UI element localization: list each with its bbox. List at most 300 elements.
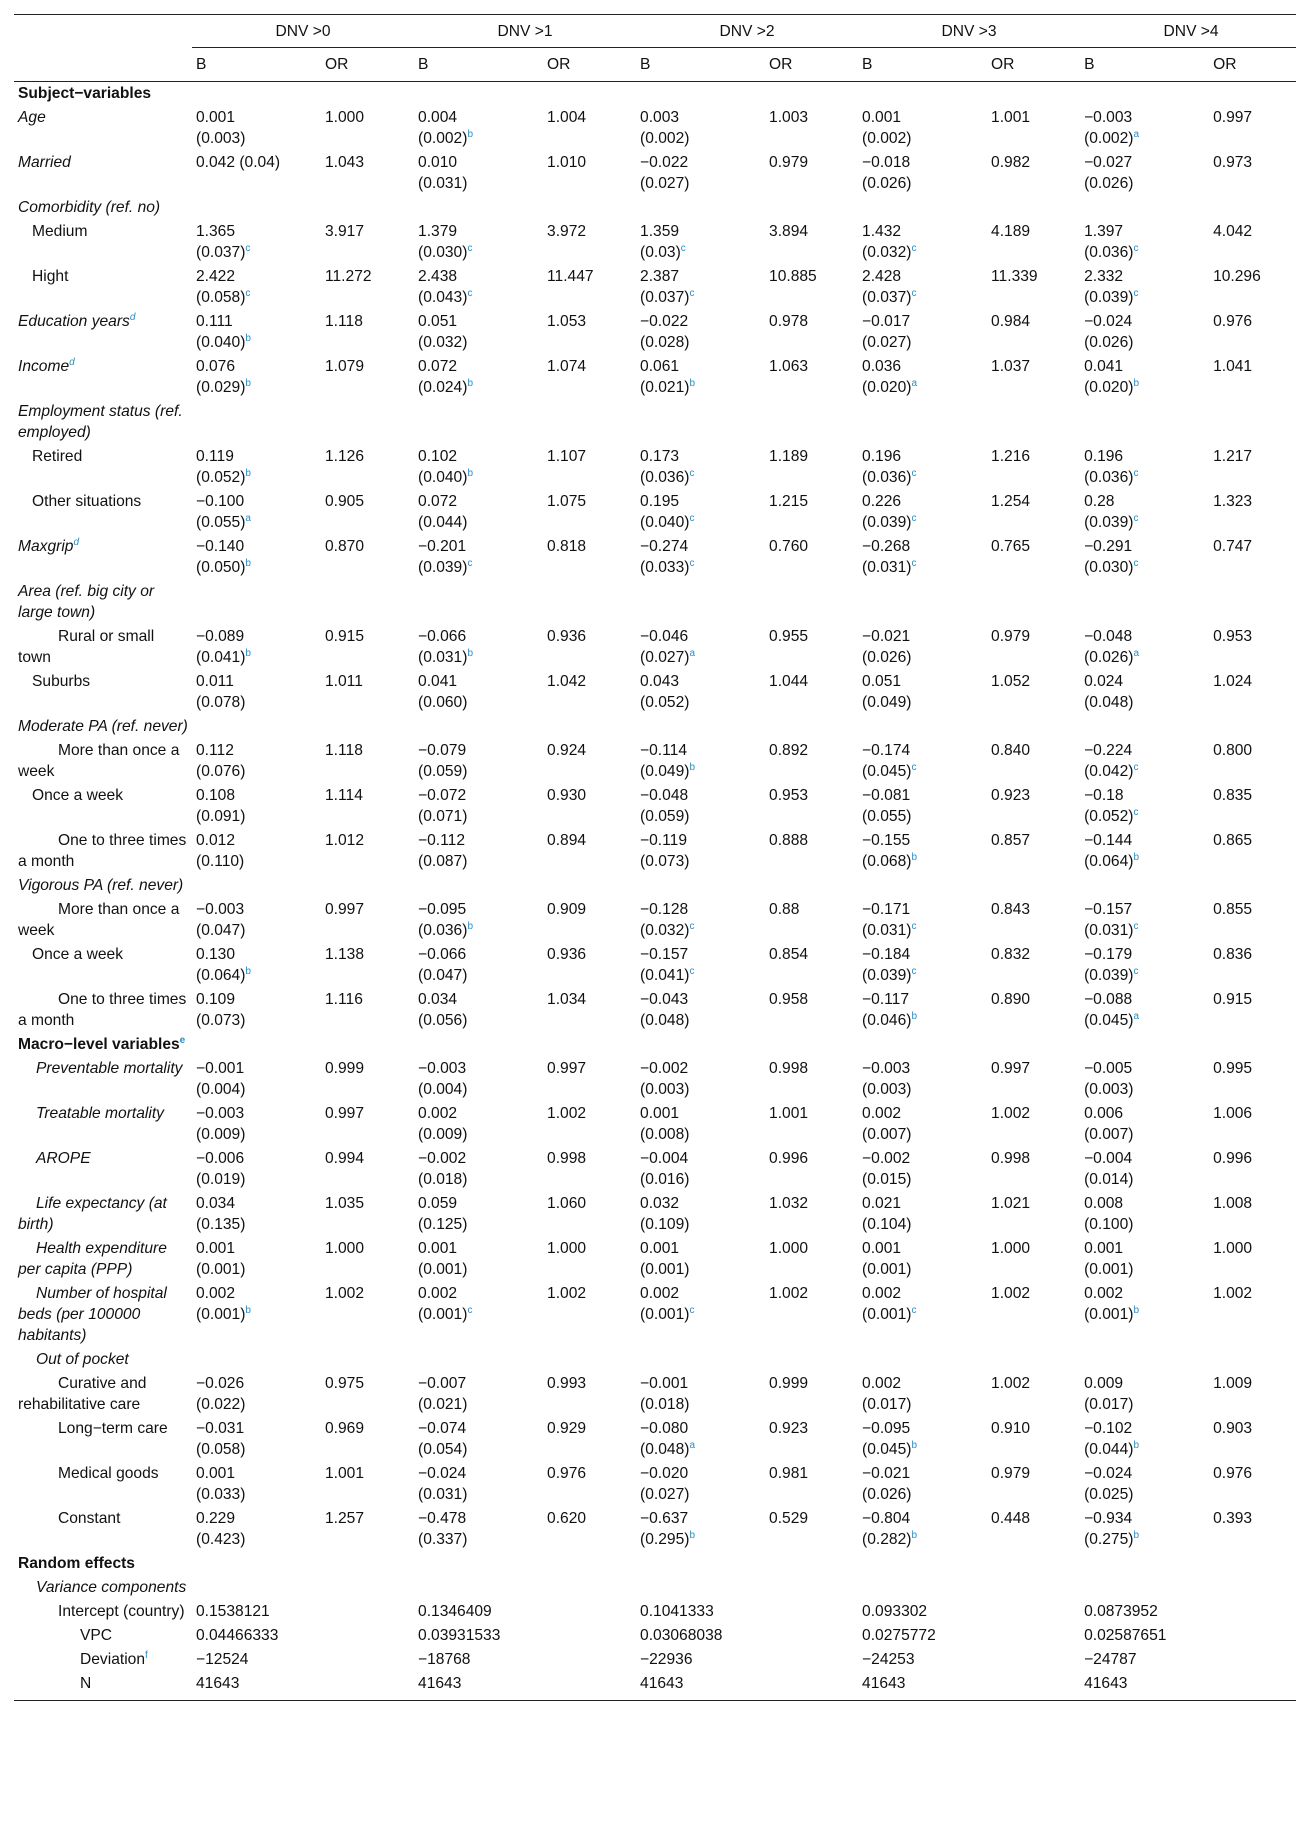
significance-marker: c [1133,761,1139,773]
significance-marker: c [689,965,695,977]
std-error-line [196,965,317,986]
coef-value: −0.072 [418,787,467,804]
table-row [14,874,1296,898]
coef-value: 0.051 [418,313,458,330]
footnote-marker: d [69,356,75,368]
row-label-text: More than once a week [18,742,180,780]
empty-cell [192,874,321,898]
std-error: (0.001) [196,1261,246,1278]
coef-b-cell [414,1648,543,1672]
std-error: (0.078) [196,694,246,711]
std-error: (0.001) [196,1306,246,1323]
odds-ratio-cell: 1.001 [325,1465,365,1482]
empty-cell [1209,1552,1296,1576]
std-error: (0.001) [1084,1306,1134,1323]
row-label [14,580,192,625]
odds-ratio-cell [1209,1672,1296,1701]
coef-b-cell [192,829,321,874]
std-error-line [196,1529,317,1550]
std-error-line [196,1259,317,1280]
coef-b-cell [414,1282,543,1348]
significance-marker: b [467,467,473,479]
odds-ratio-cell: 0.993 [547,1375,587,1392]
std-error-line [862,128,983,149]
empty-cell [636,715,765,739]
table-row [14,196,1296,220]
empty-cell [192,82,321,107]
coef-b-cell [858,1192,987,1237]
odds-ratio-cell: 0.857 [991,832,1031,849]
odds-ratio-cell: 1.217 [1213,448,1253,465]
coef-value: −0.102 [1084,1420,1133,1437]
std-error-line [196,1079,317,1100]
coef-value: −0.114 [640,742,688,759]
empty-cell [414,1033,543,1057]
odds-ratio-cell: 0.994 [325,1150,365,1167]
coef-b-cell [414,355,543,400]
row-label [14,106,192,151]
table-row [14,625,1296,670]
coef-value: −24787 [1084,1651,1137,1668]
coef-value: −0.007 [418,1375,467,1392]
empty-cell [192,1576,321,1600]
coef-b-cell [192,1462,321,1507]
coef-value: −0.079 [418,742,467,759]
odds-ratio-cell: 0.903 [1213,1420,1253,1437]
footnote-marker: d [73,536,80,548]
row-label-text: Rural or small town [18,628,155,666]
coef-b-cell [414,535,543,580]
std-error: (0.026) [862,649,912,666]
std-error-line [418,1259,539,1280]
std-error-line [1084,128,1205,149]
row-label [14,400,192,445]
coef-b-cell [1080,898,1209,943]
odds-ratio-cell: 0.976 [1213,1465,1253,1482]
coef-value: −0.478 [418,1510,467,1527]
significance-marker: c [911,287,917,299]
coef-value: −0.022 [640,154,689,171]
coef-b-cell [414,988,543,1033]
coef-value: −0.026 [196,1375,245,1392]
coef-value: 0.173 [640,448,680,465]
significance-marker: c [911,1304,917,1316]
std-error-line [196,242,317,263]
significance-marker: c [911,761,917,773]
empty-cell [858,400,987,445]
coef-b-cell [858,943,987,988]
empty-cell [858,1348,987,1372]
coef-b-cell [636,670,765,715]
empty-cell [636,580,765,625]
coef-b-cell [1080,1672,1209,1701]
coef-b-cell [858,1102,987,1147]
table-row [14,1462,1296,1507]
coef-b-cell [414,1624,543,1648]
table-row [14,355,1296,400]
coef-b-cell [192,1672,321,1701]
std-error-line [418,173,539,194]
empty-cell [1080,196,1209,220]
coef-b-cell [1080,106,1209,151]
odds-ratio-cell: 0.975 [325,1375,365,1392]
empty-cell [192,715,321,739]
row-label [14,196,192,220]
coef-value: 0.010 [418,154,458,171]
std-error: (0.027) [862,334,912,351]
std-error-line [640,1124,761,1145]
odds-ratio-cell: 0.835 [1213,787,1253,804]
coef-value: −0.066 [418,628,467,645]
std-error-line [1084,242,1205,263]
group-header-dnv0: DNV ˃0 [192,15,414,48]
std-error: (0.024) [418,379,468,396]
coef-b-cell [192,1372,321,1417]
odds-ratio-cell: 1.008 [1213,1195,1253,1212]
empty-cell [765,1576,858,1600]
std-error: (0.020) [862,379,912,396]
coef-b-cell [1080,625,1209,670]
significance-marker: b [1133,1439,1140,1451]
coef-b-cell [414,490,543,535]
std-error: (0.087) [418,853,468,870]
significance-marker: c [911,920,917,932]
odds-ratio-cell: 1.010 [547,154,587,171]
coef-value: 0.043 [640,673,680,690]
coef-value: 0.036 [862,358,902,375]
coef-b-cell [858,898,987,943]
std-error: (0.003) [1084,1081,1134,1098]
row-label-text: Income [18,358,70,375]
coef-b-cell [192,784,321,829]
odds-ratio-cell [765,1600,858,1624]
std-error: (0.001) [418,1306,468,1323]
row-label [14,1648,192,1672]
significance-marker: c [911,467,917,479]
coef-value: 0.061 [640,358,680,375]
odds-ratio-cell: 0.982 [991,154,1031,171]
std-error: (0.031) [1084,922,1134,939]
odds-ratio-cell: 0.997 [1213,109,1253,126]
coef-b-cell [192,1192,321,1237]
row-label-text: Preventable mortality [36,1060,183,1077]
coef-b-cell [414,625,543,670]
std-error-line [196,377,317,398]
significance-marker: c [689,287,695,299]
col-header-b: B [858,48,987,82]
header-empty-cell [14,15,192,48]
std-error: (0.029) [196,379,246,396]
table-row [14,943,1296,988]
coef-value: 0.002 [418,1285,458,1302]
odds-ratio-cell [321,1672,414,1701]
empty-cell [321,874,414,898]
row-label-text: Hight [32,268,69,285]
coef-value: −0.934 [1084,1510,1133,1527]
coef-value: −0.002 [418,1150,467,1167]
std-error: (0.002) [640,130,690,147]
empty-cell [765,874,858,898]
coef-b-cell [192,739,321,784]
coef-b-cell [192,898,321,943]
coef-value: 0.001 [640,1105,680,1122]
col-header-or: OR [1209,48,1296,82]
empty-cell [1080,1348,1209,1372]
row-label [14,151,192,196]
std-error-line [640,332,761,353]
coef-b-cell [414,829,543,874]
coef-value: −0.003 [196,1105,245,1122]
empty-cell [192,1033,321,1057]
coef-b-cell [636,445,765,490]
significance-marker: c [1133,242,1139,254]
coef-value: −0.081 [862,787,911,804]
std-error-line [1084,287,1205,308]
odds-ratio-cell: 3.972 [547,223,587,240]
coef-b-cell [858,1417,987,1462]
coef-b-cell [192,151,321,196]
coef-value: 41643 [1084,1675,1128,1692]
coef-value: 1.359 [640,223,680,240]
coef-value: 0.004 [418,109,458,126]
std-error: (0.027) [640,1486,690,1503]
table-row [14,898,1296,943]
row-label-text: AROPE [36,1150,91,1167]
std-error: (0.03) [640,244,681,261]
table-row [14,1102,1296,1147]
std-error: (0.031) [418,649,468,666]
coef-b-cell [858,739,987,784]
row-label [14,1552,192,1576]
odds-ratio-cell: 0.979 [991,628,1031,645]
row-label-text: Once a week [32,946,124,963]
odds-ratio-cell: 0.936 [547,946,587,963]
coef-b-cell [1080,1147,1209,1192]
empty-cell [987,874,1080,898]
row-label-text: Area (ref. big city or large town) [18,583,155,621]
odds-ratio-cell: 11.272 [325,268,372,285]
row-label [14,355,192,400]
table-row [14,1600,1296,1624]
odds-ratio-cell: 1.118 [325,742,363,759]
significance-marker: c [467,242,473,254]
std-error-line [418,1214,539,1235]
row-label-text: Deviation [80,1651,146,1668]
std-error-line [418,692,539,713]
std-error-line [196,1214,317,1235]
odds-ratio-cell: 0.890 [991,991,1031,1008]
std-error-line [418,128,539,149]
std-error: (0.060) [418,694,468,711]
coef-value: 0.024 [1084,673,1124,690]
std-error: (0.052) [640,694,690,711]
empty-cell [543,82,636,107]
odds-ratio-cell: 0.747 [1213,538,1253,555]
std-error-line [862,287,983,308]
odds-ratio-cell: 0.981 [769,1465,809,1482]
empty-cell [1080,400,1209,445]
std-error-line [640,377,761,398]
std-error-line [196,1439,317,1460]
coef-b-cell [192,1057,321,1102]
empty-cell [858,874,987,898]
odds-ratio-cell [543,1672,636,1701]
table-row [14,220,1296,265]
std-error: (0.032) [640,922,690,939]
coef-b-cell [1080,943,1209,988]
coef-value: 0.011 [196,673,234,690]
row-label [14,1102,192,1147]
coef-b-cell [858,1672,987,1701]
coef-value: 1.397 [1084,223,1124,240]
std-error-line [862,1169,983,1190]
std-error-line [640,1169,761,1190]
odds-ratio-cell: 0.997 [991,1060,1031,1077]
std-error: (0.040) [418,469,468,486]
std-error: (0.036) [862,469,912,486]
significance-marker: c [911,965,917,977]
std-error: (0.001) [640,1306,690,1323]
coef-b-cell [858,1372,987,1417]
significance-marker: c [911,242,917,254]
row-label [14,1348,192,1372]
coef-b-cell [414,106,543,151]
empty-cell [414,1576,543,1600]
table-row [14,1348,1296,1372]
std-error: (0.043) [418,289,468,306]
empty-cell [987,715,1080,739]
coef-value: 0.112 [196,742,234,759]
coef-b-cell [636,1648,765,1672]
std-error: (0.007) [1084,1126,1134,1143]
coef-b-cell [858,220,987,265]
coef-value: −0.043 [640,991,689,1008]
coef-b-cell [858,784,987,829]
coef-value: −12524 [196,1651,249,1668]
table-row [14,988,1296,1033]
coef-b-cell [636,1507,765,1552]
std-error-line [640,512,761,533]
row-label-text: Moderate PA (ref. never) [18,718,188,735]
coef-value: −0.048 [640,787,689,804]
significance-marker: b [245,1304,251,1316]
table-row [14,1624,1296,1648]
coef-b-cell [636,1102,765,1147]
coef-b-cell [636,943,765,988]
std-error-line [1084,851,1205,872]
coef-value: 1.365 [196,223,236,240]
table-row [14,580,1296,625]
empty-cell [987,196,1080,220]
coef-value: 0.196 [1084,448,1124,465]
std-error: (0.002) [862,130,912,147]
std-error: (0.046) [862,1012,912,1029]
std-error: (0.040) [640,514,690,531]
coef-value: −24253 [862,1651,915,1668]
odds-ratio-cell: 0.976 [547,1465,587,1482]
std-error: (0.055) [196,514,246,531]
std-error: (0.018) [640,1396,690,1413]
coef-value: −0.201 [418,538,467,555]
std-error-line [196,128,317,149]
coef-b-cell [192,670,321,715]
odds-ratio-cell: 0.958 [769,991,809,1008]
empty-cell [414,1552,543,1576]
std-error-line [1084,647,1205,668]
coef-b-cell [1080,1600,1209,1624]
std-error: (0.027) [640,175,690,192]
empty-cell [543,1033,636,1057]
std-error-line [862,242,983,263]
coef-b-cell [636,265,765,310]
row-label [14,1282,192,1348]
coef-b-cell [1080,355,1209,400]
std-error: (0.048) [640,1441,690,1458]
coef-value: 0.03068038 [640,1627,723,1644]
table-row [14,1033,1296,1057]
coef-b-cell [858,1237,987,1282]
coef-value: −0.144 [1084,832,1133,849]
table-row [14,715,1296,739]
odds-ratio-cell: 0.998 [991,1150,1031,1167]
row-label [14,715,192,739]
coef-b-cell [414,151,543,196]
empty-cell [321,400,414,445]
coef-value: 0.0873952 [1084,1603,1158,1620]
std-error-line [640,1529,761,1550]
odds-ratio-cell [1209,1600,1296,1624]
odds-ratio-cell: 1.189 [769,448,809,465]
std-error: (0.045) [862,763,912,780]
std-error-line [196,332,317,353]
row-label [14,1033,192,1057]
coef-b-cell [858,1057,987,1102]
empty-cell [765,82,858,107]
coef-b-cell [1080,1648,1209,1672]
std-error: (0.039) [862,514,912,531]
row-label [14,829,192,874]
row-label [14,988,192,1033]
coef-value: −0.268 [862,538,911,555]
std-error: (0.282) [862,1531,912,1548]
std-error-line [862,1010,983,1031]
coef-value: 0.041 [1084,358,1124,375]
odds-ratio-cell: 0.997 [325,1105,365,1122]
odds-ratio-cell [765,1672,858,1701]
coef-b-cell [858,1282,987,1348]
row-label-text: Curative and rehabilitative care [18,1375,147,1413]
empty-cell [636,82,765,107]
coef-b-cell [192,490,321,535]
coef-b-cell [192,265,321,310]
std-error-line [1084,1259,1205,1280]
std-error-line [418,1439,539,1460]
empty-cell [636,874,765,898]
std-error-line [862,1529,983,1550]
std-error: (0.039) [1084,289,1134,306]
row-label-text: Vigorous PA (ref. never) [18,877,184,894]
odds-ratio-cell: 1.074 [547,358,587,375]
std-error: (0.026) [862,1486,912,1503]
std-error-line [1084,1439,1205,1460]
std-error-line [196,1124,317,1145]
std-error: (0.009) [418,1126,468,1143]
coef-value: 0.059 [418,1195,458,1212]
coef-value: 0.109 [196,991,236,1008]
row-label [14,310,192,355]
significance-marker: b [1133,1304,1140,1316]
significance-marker: c [911,557,917,569]
